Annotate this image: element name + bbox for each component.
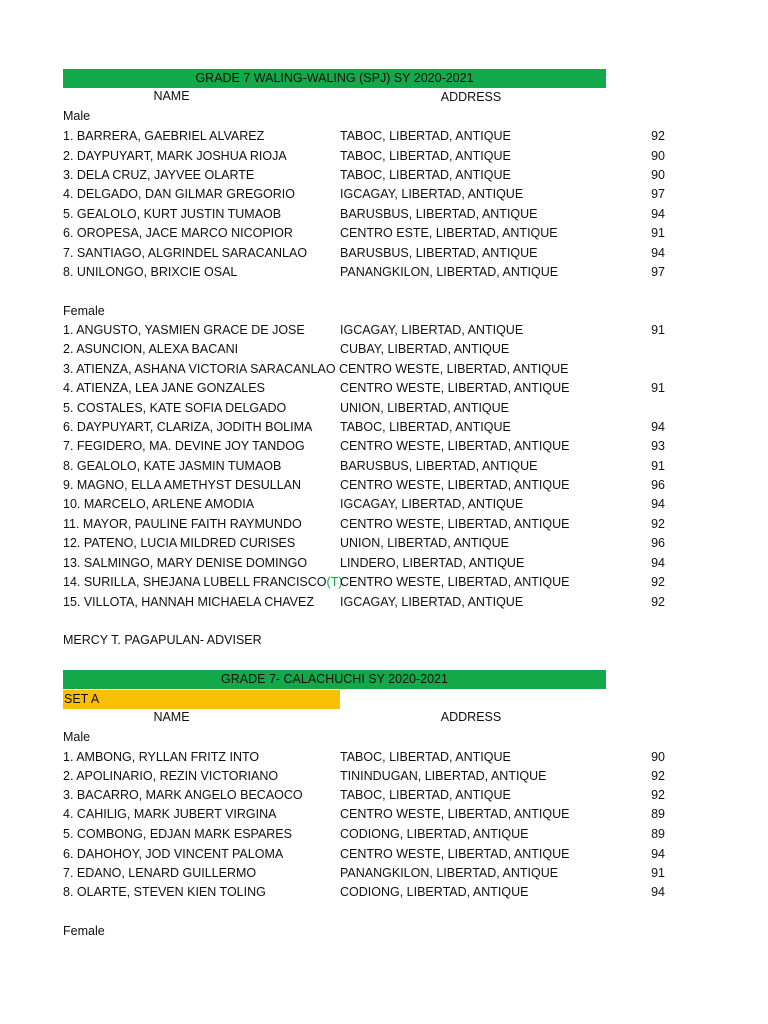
student-name: 9. MAGNO, ELLA AMETHYST DESULLAN <box>63 478 302 492</box>
student-name: 14. SURILLA, SHEJANA LUBELL FRANCISCO <box>63 575 327 589</box>
student-name: 2. APOLINARIO, REZIN VICTORIANO <box>63 769 279 783</box>
table-row <box>63 515 683 534</box>
student-grade: 91 <box>651 459 665 473</box>
student-grade: 92 <box>651 595 665 609</box>
student-address: PANANGKILON, LIBERTAD, ANTIQUE <box>340 265 559 279</box>
student-grade: 90 <box>651 750 665 764</box>
student-address: TABOC, LIBERTAD, ANTIQUE <box>340 168 511 182</box>
student-name: 13. SALMINGO, MARY DENISE DOMINGO <box>63 556 308 570</box>
table-row <box>63 593 683 612</box>
student-name: 11. MAYOR, PAULINE FAITH RAYMUNDO <box>63 517 302 531</box>
student-name: 4. CAHILIG, MARK JUBERT VIRGINA <box>63 807 277 821</box>
student-name: 7. SANTIAGO, ALGRINDEL SARACANLAO <box>63 246 308 260</box>
student-address: CUBAY, LIBERTAD, ANTIQUE <box>340 342 510 356</box>
table-row <box>63 437 683 456</box>
student-name: 8. UNILONGO, BRIXCIE OSAL <box>63 265 238 279</box>
table-row <box>63 457 683 476</box>
student-grade: 94 <box>651 207 665 221</box>
student-address: TABOC, LIBERTAD, ANTIQUE <box>340 788 511 802</box>
student-address: CENTRO WESTE, LIBERTAD, ANTIQUE <box>340 575 570 589</box>
table-row <box>63 185 683 204</box>
student-address: CENTRO ESTE, LIBERTAD, ANTIQUE <box>340 226 558 240</box>
table-row <box>63 418 683 437</box>
student-name: 5. COSTALES, KATE SOFIA DELGADO <box>63 401 287 415</box>
student-name-with-tag <box>63 573 343 592</box>
student-name: 5. COMBONG, EDJAN MARK ESPARES <box>63 827 292 841</box>
section-title-calachuchi: GRADE 7- CALACHUCHI SY 2020-2021 <box>63 670 606 689</box>
student-name: 1. BARRERA, GAEBRIEL ALVAREZ <box>63 129 265 143</box>
column-header-name: NAME <box>153 710 190 724</box>
student-grade: 92 <box>651 575 665 589</box>
student-address: CENTRO WESTE, LIBERTAD, ANTIQUE <box>340 439 570 453</box>
student-grade: 91 <box>651 226 665 240</box>
student-address: IGCAGAY, LIBERTAD, ANTIQUE <box>340 595 524 609</box>
student-name: 7. FEGIDERO, MA. DEVINE JOY TANDOG <box>63 439 305 453</box>
student-grade: 96 <box>651 478 665 492</box>
student-address: TABOC, LIBERTAD, ANTIQUE <box>340 420 511 434</box>
student-address: CODIONG, LIBERTAD, ANTIQUE <box>340 827 529 841</box>
student-grade: 92 <box>651 769 665 783</box>
table-row <box>63 321 683 340</box>
student-name: 15. VILLOTA, HANNAH MICHAELA CHAVEZ <box>63 595 314 609</box>
table-row <box>63 340 683 359</box>
student-grade: 89 <box>651 807 665 821</box>
student-grade: 89 <box>651 827 665 841</box>
student-address: PANANGKILON, LIBERTAD, ANTIQUE <box>340 866 559 880</box>
student-name: 3. ATIENZA, ASHANA VICTORIA SARACANLAO CENTRO WESTE, LIBERTAD, ANTIQUE <box>63 362 569 376</box>
table-row <box>63 166 683 185</box>
student-name: 8. GEALOLO, KATE JASMIN TUMAOB <box>63 459 282 473</box>
table-row <box>63 224 683 243</box>
table-row <box>63 767 683 786</box>
student-grade: 94 <box>651 420 665 434</box>
table-row <box>63 244 683 263</box>
table-row <box>63 554 683 573</box>
student-address: IGCAGAY, LIBERTAD, ANTIQUE <box>340 323 524 337</box>
student-name: 6. DAYPUYART, CLARIZA, JODITH BOLIMA <box>63 420 313 434</box>
set-label: SET A <box>63 690 340 709</box>
student-address: TININDUGAN, LIBERTAD, ANTIQUE <box>340 769 547 783</box>
student-address: CENTRO WESTE, LIBERTAD, ANTIQUE <box>340 517 570 531</box>
female-label: Female <box>63 304 105 318</box>
column-header-name: NAME <box>153 89 190 103</box>
student-address: CENTRO WESTE, LIBERTAD, ANTIQUE <box>340 847 570 861</box>
student-name: 10. MARCELO, ARLENE AMODIA <box>63 497 255 511</box>
student-grade: 96 <box>651 536 665 550</box>
student-address: TABOC, LIBERTAD, ANTIQUE <box>340 149 511 163</box>
student-name: 4. ATIENZA, LEA JANE GONZALES <box>63 381 265 395</box>
student-address: BARUSBUS, LIBERTAD, ANTIQUE <box>340 459 538 473</box>
student-name: 5. GEALOLO, KURT JUSTIN TUMAOB <box>63 207 282 221</box>
student-address: CENTRO WESTE, LIBERTAD, ANTIQUE <box>340 381 570 395</box>
student-address: TABOC, LIBERTAD, ANTIQUE <box>340 750 511 764</box>
table-row <box>63 864 683 883</box>
student-name: 1. AMBONG, RYLLAN FRITZ INTO <box>63 750 260 764</box>
student-name: 4. DELGADO, DAN GILMAR GREGORIO <box>63 187 295 201</box>
column-header-address: ADDRESS <box>440 710 502 724</box>
student-name: 6. OROPESA, JACE MARCO NICOPIOR <box>63 226 293 240</box>
student-grade: 97 <box>651 265 665 279</box>
column-header-address: ADDRESS <box>440 90 502 104</box>
student-address: BARUSBUS, LIBERTAD, ANTIQUE <box>340 246 538 260</box>
student-name: 2. ASUNCION, ALEXA BACANI <box>63 342 239 356</box>
adviser-line: MERCY T. PAGAPULAN- ADVISER <box>63 633 262 647</box>
student-address: UNION, LIBERTAD, ANTIQUE <box>340 401 510 415</box>
table-row <box>63 534 683 553</box>
student-grade: 94 <box>651 885 665 899</box>
student-name: 3. BACARRO, MARK ANGELO BECAOCO <box>63 788 303 802</box>
student-grade: 93 <box>651 439 665 453</box>
student-address: CENTRO WESTE, LIBERTAD, ANTIQUE <box>340 807 570 821</box>
student-name: 1. ANGUSTO, YASMIEN GRACE DE JOSE <box>63 323 305 337</box>
female-label: Female <box>63 924 105 938</box>
student-name: 12. PATENO, LUCIA MILDRED CURISES <box>63 536 296 550</box>
student-grade: 92 <box>651 788 665 802</box>
table-row <box>63 883 683 902</box>
student-address: BARUSBUS, LIBERTAD, ANTIQUE <box>340 207 538 221</box>
student-name: 8. OLARTE, STEVEN KIEN TOLING <box>63 885 266 899</box>
student-name: 6. DAHOHOY, JOD VINCENT PALOMA <box>63 847 284 861</box>
student-grade: 94 <box>651 556 665 570</box>
table-row <box>63 399 683 418</box>
student-grade: 97 <box>651 187 665 201</box>
table-row <box>63 825 683 844</box>
student-address: IGCAGAY, LIBERTAD, ANTIQUE <box>340 497 524 511</box>
table-row <box>63 573 683 592</box>
table-row <box>63 147 683 166</box>
male-label: Male <box>63 730 91 744</box>
table-row <box>63 360 683 379</box>
student-grade: 94 <box>651 246 665 260</box>
student-name: 3. DELA CRUZ, JAYVEE OLARTE <box>63 168 255 182</box>
table-row <box>63 748 683 767</box>
table-row <box>63 205 683 224</box>
student-address: LINDERO, LIBERTAD, ANTIQUE <box>340 556 525 570</box>
student-grade: 90 <box>651 149 665 163</box>
table-row <box>63 805 683 824</box>
student-grade: 91 <box>651 323 665 337</box>
student-address: IGCAGAY, LIBERTAD, ANTIQUE <box>340 187 524 201</box>
student-name: 2. DAYPUYART, MARK JOSHUA RIOJA <box>63 149 287 163</box>
student-grade: 90 <box>651 168 665 182</box>
male-label: Male <box>63 109 91 123</box>
table-row <box>63 495 683 514</box>
section-title-waling-waling: GRADE 7 WALING-WALING (SPJ) SY 2020-2021 <box>63 69 606 88</box>
student-address: UNION, LIBERTAD, ANTIQUE <box>340 536 510 550</box>
student-grade: 94 <box>651 847 665 861</box>
table-row <box>63 127 683 146</box>
student-grade: 91 <box>651 866 665 880</box>
student-grade: 92 <box>651 517 665 531</box>
transferee-tag: (T) <box>326 575 343 589</box>
table-row <box>63 476 683 495</box>
student-address: TABOC, LIBERTAD, ANTIQUE <box>340 129 511 143</box>
table-row <box>63 845 683 864</box>
student-grade: 92 <box>651 129 665 143</box>
table-row <box>63 786 683 805</box>
student-grade: 91 <box>651 381 665 395</box>
table-row <box>63 379 683 398</box>
student-grade: 94 <box>651 497 665 511</box>
student-name: 7. EDANO, LENARD GUILLERMO <box>63 866 257 880</box>
student-address: CODIONG, LIBERTAD, ANTIQUE <box>340 885 529 899</box>
student-address: CENTRO WESTE, LIBERTAD, ANTIQUE <box>340 478 570 492</box>
table-row <box>63 263 683 282</box>
